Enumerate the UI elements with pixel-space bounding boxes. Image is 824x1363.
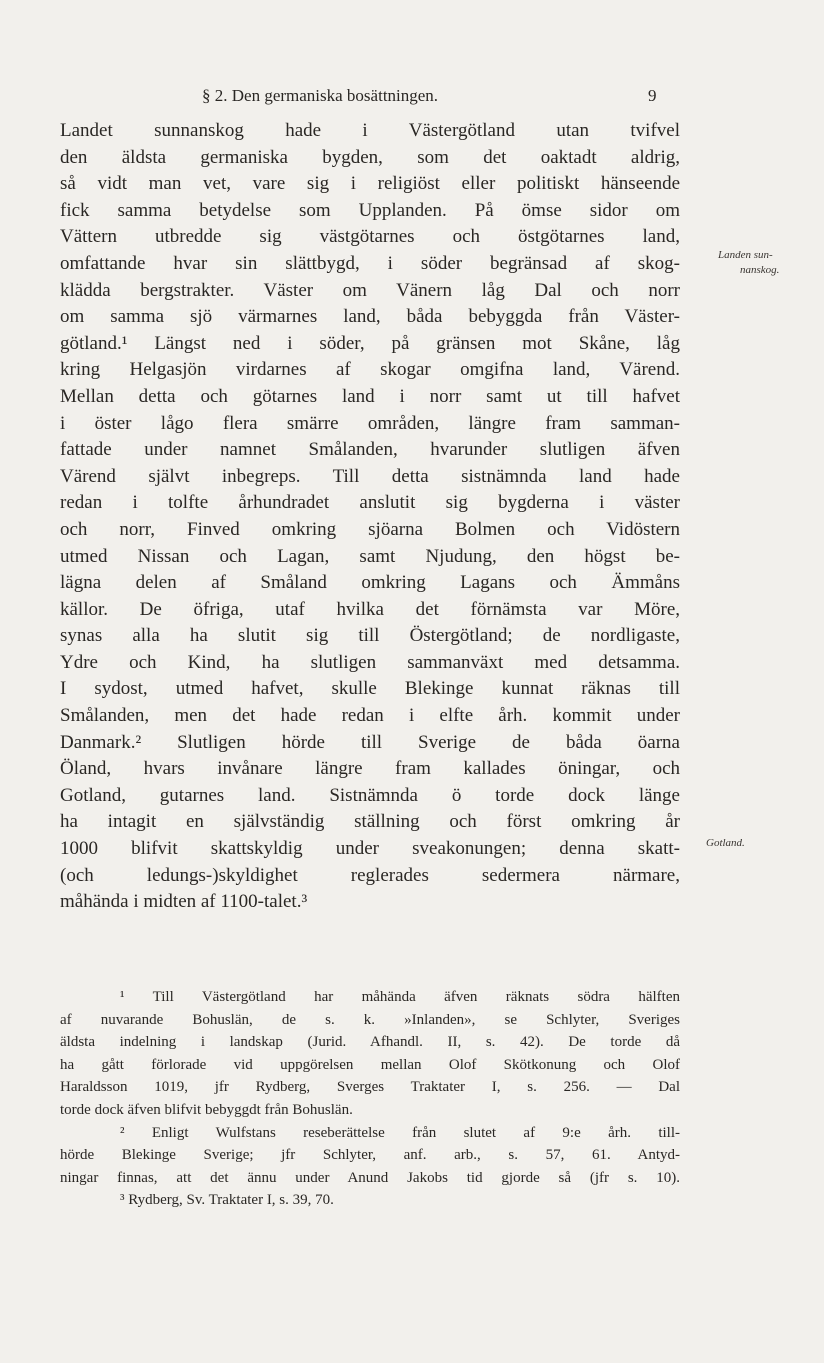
text-line: synas alla ha slutit sig till Östergötland; de nordligaste,: [60, 625, 680, 647]
text-line: fick samma betydelse som Upplanden. På ömse sidor om: [60, 199, 680, 221]
text-line: Vättern utbredde sig västgötarnes och östgötarnes land,: [60, 226, 680, 248]
footnote-line: ningar finnas, att det ännu under Anund Jakobs tid gjorde så (jfr s. 10).: [60, 1169, 680, 1186]
text-line: Ydre och Kind, ha slutligen sammanväxt med detsamma.: [60, 651, 680, 673]
text-line: kring Helgasjön virdarnes af skogar omgifna land, Värend.: [60, 359, 680, 381]
text-line: om samma sjö värmarnes land, båda bebyggda från Väster-: [60, 306, 680, 328]
footnote-line: ¹ Till Västergötland har måhända äfven räknats södra hälften: [120, 989, 680, 1005]
text-line: Värend självt inbegreps. Till detta sistnämnda land hade: [60, 465, 680, 487]
text-line: i öster lågo flera smärre områden, längre fram samman-: [60, 412, 680, 434]
margin-note-gotland: [706, 836, 745, 851]
footnote-line: äldsta indelning i landskap (Jurid. Afhandl. II, s. 42). De torde då: [60, 1034, 680, 1051]
footnote-line: Haraldsson 1019, jfr Rydberg, Sverges Traktater I, s. 256. — Dal: [60, 1079, 680, 1096]
text-line: den äldsta germaniska bygden, som det oaktadt aldrig,: [60, 146, 680, 168]
margin-note-line: Landen sun-: [718, 249, 773, 261]
text-line: fattade under namnet Smålanden, hvarunder slutligen äfven: [60, 439, 680, 461]
main-text: [60, 118, 680, 916]
text-line: Mellan detta och götarnes land i norr samt ut till hafvet: [60, 385, 680, 407]
text-line: 1000 blifvit skattskyldig under sveakonungen; denna skatt-: [60, 838, 680, 860]
text-line: Gotland, gutarnes land. Sistnämnda ö torde dock länge: [60, 784, 680, 806]
text-line: så vidt man vet, vare sig i religiöst eller politiskt hänseende: [60, 173, 680, 195]
section-title: § 2. Den germaniska bosättningen.: [202, 86, 439, 105]
text-line: I sydost, utmed hafvet, skulle Blekinge kunnat räknas till: [60, 678, 680, 700]
text-line: redan i tolfte århundradet anslutit sig bygderna i väster: [60, 492, 680, 514]
footnote-line: ³ Rydberg, Sv. Traktater I, s. 39, 70.: [120, 1192, 334, 1209]
text-line: och norr, Finved omkring sjöarna Bolmen och Vidöstern: [60, 518, 680, 540]
footnote-line: hörde Blekinge Sverige; jfr Schlyter, anf. arb., s. 57, 61. Antyd-: [60, 1147, 680, 1164]
text-line: Danmark.² Slutligen hörde till Sverige de båda öarna: [60, 731, 680, 753]
footnote-line: af nuvarande Bohuslän, de s. k. »Inlanden», se Schlyter, Sveriges: [60, 1011, 680, 1028]
footnote-line: ² Enligt Wulfstans reseberättelse från slutet af 9:e årh. till-: [120, 1124, 680, 1141]
text-line: ha intagit en självständig ställning och först omkring år: [60, 811, 680, 833]
text-line: omfattande hvar sin slättbygd, i söder begränsad af skog-: [60, 252, 680, 274]
margin-note-line: Gotland.: [706, 837, 745, 849]
text-line: Smålanden, men det hade redan i elfte årh. kommit under: [60, 705, 680, 727]
text-line: (och ledungs-)skyldighet reglerades sedermera närmare,: [60, 864, 680, 886]
text-line: måhända i midten af 1100-talet.³: [60, 891, 308, 913]
text-line: lägna delen af Småland omkring Lagans och Ämmåns: [60, 572, 680, 594]
margin-note-landen: [718, 248, 779, 278]
running-header: [60, 86, 660, 112]
text-line: utmed Nissan och Lagan, samt Njudung, den högst be-: [60, 545, 680, 567]
footnotes: [60, 986, 680, 1212]
page-number: 9: [648, 86, 657, 105]
text-line: götland.¹ Längst ned i söder, på gränsen mot Skåne, låg: [60, 332, 680, 354]
text-line: källor. De öfriga, utaf hvilka det förnämsta var Möre,: [60, 598, 680, 620]
text-line: Öland, hvars invånare längre fram kallades öningar, och: [60, 758, 680, 780]
margin-note-line: nanskog.: [740, 264, 780, 276]
text-line: klädda bergstrakter. Väster om Vänern låg Dal och norr: [60, 279, 680, 301]
footnote-line: torde dock äfven blifvit bebyggdt från Bohuslän.: [60, 1101, 353, 1118]
footnote-line: ha gått förlorade vid uppgörelsen mellan Olof Skötkonung och Olof: [60, 1056, 680, 1073]
text-line: Landet sunnanskog hade i Västergötland utan tvifvel: [60, 120, 680, 141]
